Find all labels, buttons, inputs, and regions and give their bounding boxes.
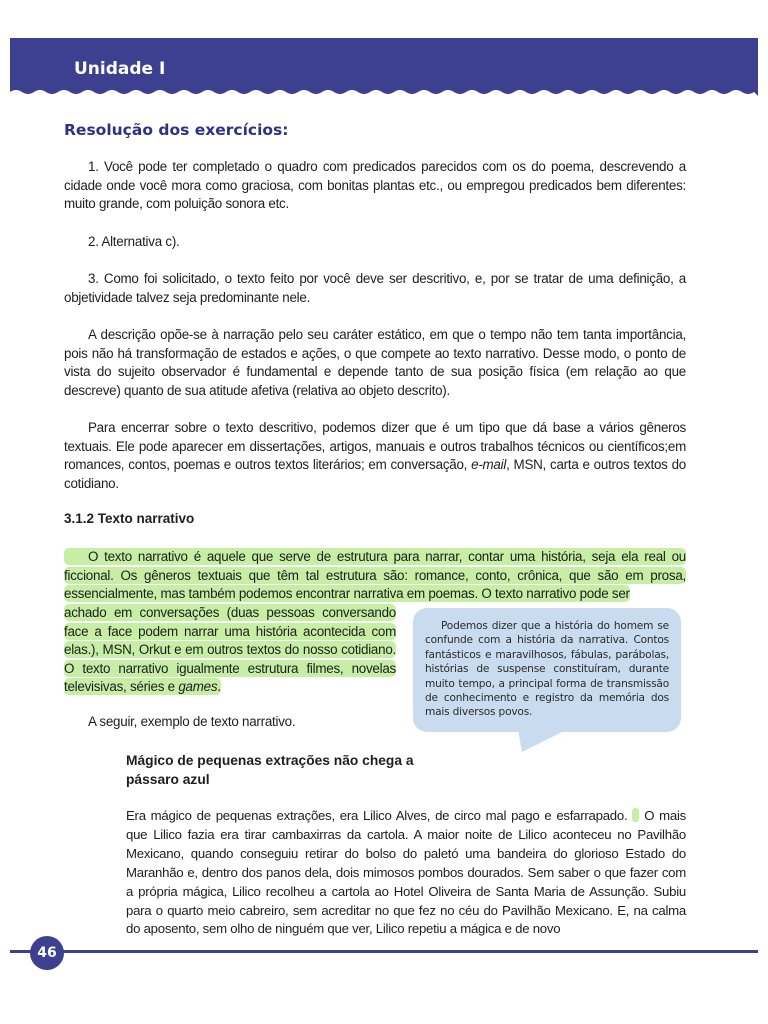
- highlight-marker: [632, 808, 639, 822]
- footer-rule: [10, 950, 758, 953]
- answer-1-text: 1. Você pode ter completado o quadro com predicados parecidos com os do poema, descrevendo a cidade onde você mora como graciosa, com bonitas plantas etc., ou empregou predicados bem diferentes: muito grande, com poluição sonora etc.: [64, 159, 686, 212]
- story-title: Mágico de pequenas extrações não chega a pássaro azul: [126, 753, 414, 787]
- encerrar-paragraph: [64, 419, 686, 493]
- encerrar-text-2: , MSN, carta e outros textos do cotidiano.: [64, 457, 686, 491]
- descricao-text: A descrição opõe-se à narração pelo seu caráter estático, em que o tempo não tem tanta importância, pois não há transformação de estados e ações, o que compete ao texto narrativo. Desse modo, o ponto de vista do sujeito observador é fundamental e depende tanto de sua posição física (em relação ao que descreve) quanto de sua atitude afetiva (relativa ao objeto descrito).: [64, 327, 686, 398]
- answer-2-text: 2. Alternativa c).: [88, 234, 180, 249]
- descricao-paragraph: [64, 326, 686, 400]
- unit-header-band: [10, 38, 758, 96]
- example-intro-text: A seguir, exemplo de texto narrativo.: [88, 714, 296, 729]
- narrativo-text-end: .: [217, 679, 221, 695]
- wave-decoration: [10, 86, 758, 96]
- encerrar-text-1: Para encerrar sobre o texto descritivo, podemos dizer que é um tipo que dá base a vários gêneros textuais. Ele pode aparecer em dissertações, artigos, manuais e outros trabalhos técnicos ou científicos;em romances, contos, poemas e outros textos literários; em conversação,: [64, 420, 686, 473]
- story-text-a: Era mágico de pequenas extrações, era Lilico Alves, de circo mal pago e esfarrapado.: [126, 808, 628, 823]
- games-term: games: [178, 679, 218, 695]
- answer-2: [64, 233, 686, 252]
- example-intro: [64, 713, 686, 732]
- unit-title: Unidade I: [74, 59, 166, 79]
- subheading-texto-narrativo: 3.1.2 Texto narrativo: [64, 511, 195, 526]
- answer-1: [64, 158, 686, 214]
- story-text: [126, 807, 686, 939]
- callout-text: Podemos dizer que a história do homem se confunde com a história da narrativa. Contos fantásticos e maravilhosos, fábulas, parábolas, histórias de suspense constituíram, durante muito tempo, a principal forma de transmissão de conhecimento e registro da memória dos mais diversos povos.: [425, 620, 669, 719]
- answer-3: [64, 270, 686, 307]
- callout-bubble-tail: [518, 730, 566, 752]
- narrativo-text-left: achado em conversações (duas pessoas conversando face a face podem narrar uma história acontecida com elas.), MSN, Orkut e em outros textos do nosso cotidiano. O texto narrativo igualmente estrutura filmes, novelas televisivas, séries e: [64, 605, 396, 695]
- narrativo-paragraph-top: [64, 548, 686, 604]
- answer-3-text: 3. Como foi solicitado, o texto feito por você deve ser descritivo, e, por se tratar de uma definição, a objetividade talvez seja predominante nele.: [64, 271, 686, 305]
- page-number: 46: [30, 936, 64, 970]
- narrativo-text-top: O texto narrativo é aquele que serve de estrutura para narrar, contar uma história, seja ela real ou ficcional. Os gêneros textuais que têm tal estrutura são: romance, conto, crônica, que são em prosa, essencialmente, mas também podemos encontrar narrativa em poemas. O texto narrativo pode ser: [64, 549, 686, 602]
- section-title: Resolução dos exercícios:: [64, 121, 289, 139]
- email-term: e-mail: [471, 457, 507, 473]
- story-text-b: O mais que Lilico fazia era tirar cambaxirras da cartola. A maior noite de Lilico aconteceu no Pavilhão Mexicano, quando conseguiu retirar do bolso do paletó uma bandeira do glorioso Estado do Maranhão e, dentro dos panos dela, dois mimosos pombos dourados. Sem saber o que fazer com a própria mágica, Lilico recolheu a cartola ao Hotel Oliveira de Santa Maria de Assunção. Subiu para o quarto meio cabreiro, sem acreditar no que fez no céu do Pavilhão Mexicano. E, na calma do aposento, sem olho de ninguém que ver, Lilico repetiu a mágica e de novo: [126, 808, 686, 937]
- narrativo-paragraph-left: [64, 604, 396, 697]
